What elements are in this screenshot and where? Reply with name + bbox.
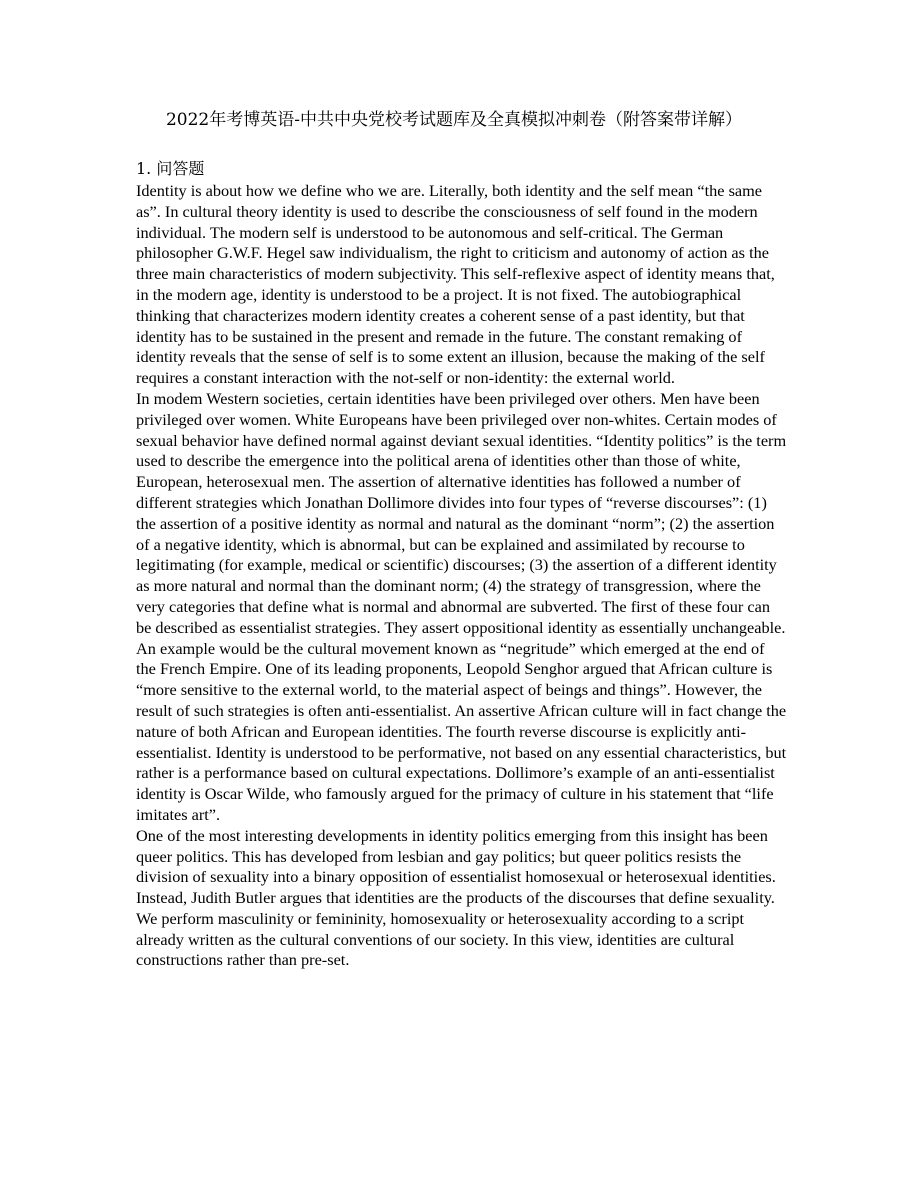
question-heading: 1. 问答题 (136, 159, 205, 178)
passage-paragraph-3: One of the most interesting developments in identity politics emerging from this insight has been queer politics. This has developed from lesbian and gay politics; but queer politics resists the division of sexuality into a binary opposition of essentialist homosexual or heterosexual identities. Instead, Judith Butler argues that identities are the products of the discourses that define sexuality. We perform masculinity or femininity, homosexuality or heterosexuality according to a script already written as the cultural conventions of our society. In this view, identities are cultural constructions rather than pre-set. (136, 825, 776, 970)
document-title: 2022年考博英语-中共中央党校考试题库及全真模拟冲刺卷（附答案带详解） (165, 110, 742, 130)
document-page (136, 108, 788, 971)
passage-paragraph-2: In modem Western societies, certain identities have been privileged over others. Men have been privileged over women. White Europeans have been privileged over non-whites. Certain modes of sexual behavior have defined normal against deviant sexual identities. “Identity politics” is the term used to describe the emergence into the political arena of identities other than those of white, European, heterosexual men. The assertion of alternative identities has followed a number of different strategies which Jonathan Dollimore divides into four types of “reverse discourses”: (1) the assertion of a positive identity as normal and natural as the dominant “norm”; (2) the assertion of a negative identity, which is abnormal, but can be explained and assimilated by recourse to legitimating (for example, medical or scientific) discourses; (3) the assertion of a different identity as more natural and normal than the dominant norm; (4) the strategy of transgression, where the very categories that define what is normal and abnormal are subverted. The first of these four can be described as essentialist strategies. They assert oppositional identity as essentially unchangeable. An example would be the cultural movement known as “negritude” which emerged at the end of the French Empire. One of its leading proponents, Leopold Senghor argued that African culture is “more sensitive to the external world, to the material aspect of beings and things”. However, the result of such strategies is often anti-essentialist. An assertive African culture will in fact change the nature of both African and European identities. The fourth reverse discourse is explicitly anti-essentialist. Identity is understood to be performative, not based on any essential characteristics, but rather is a performance based on cultural expectations. Dollimore’s example of an anti-essentialist identity is Oscar Wilde, who famously argued for the primacy of culture in his statement that “life imitates art”. (136, 388, 787, 824)
passage-paragraph-1: Identity is about how we define who we are. Literally, both identity and the self mean “the same as”. In cultural theory identity is used to describe the consciousness of self found in the modern individual. The modern self is understood to be autonomous and self-critical. The German philosopher G.W.F. Hegel saw individualism, the right to criticism and autonomy of action as the three main characteristics of modern subjectivity. This self-reflexive aspect of identity means that, in the modern age, identity is understood to be a project. It is not fixed. The autobiographical thinking that characterizes modern identity creates a coherent sense of a past identity, but that identity has to be sustained in the present and remade in the future. The constant remaking of identity reveals that the sense of self is to some extent an illusion, because the making of the self requires a constant interaction with the not-self or non-identity: the external world. (136, 181, 775, 388)
